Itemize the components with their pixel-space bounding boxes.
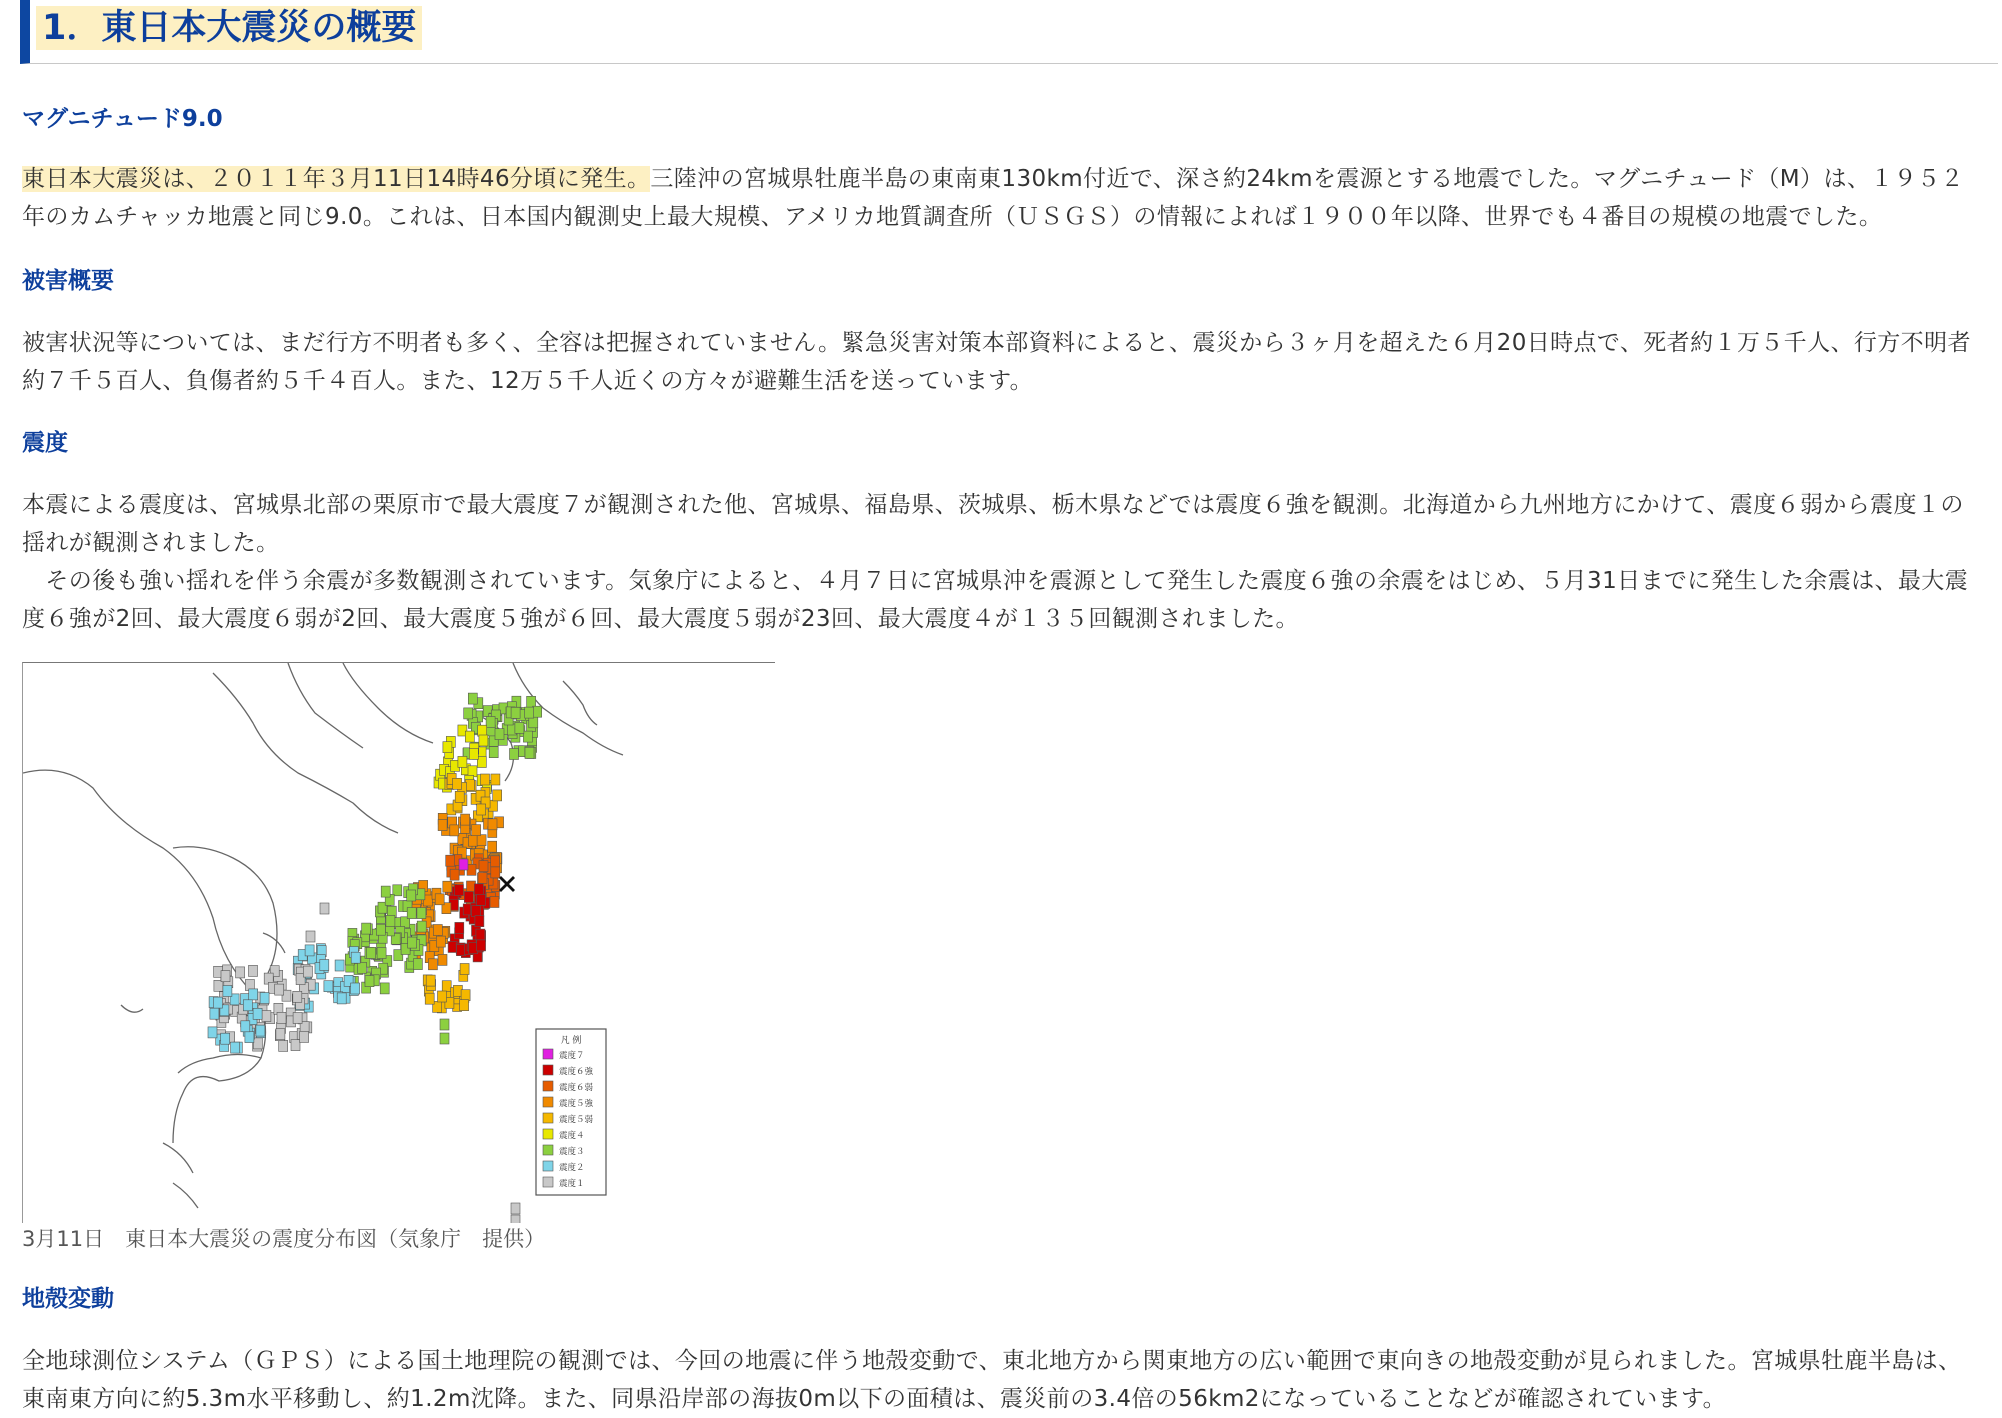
station-tile — [208, 1027, 217, 1038]
station-tile — [477, 894, 486, 905]
station-tile — [320, 903, 329, 914]
station-tile — [488, 841, 497, 852]
station-tile — [381, 886, 390, 897]
station-tile — [461, 990, 470, 1001]
legend-swatch — [543, 1113, 553, 1123]
station-tile — [291, 1040, 300, 1051]
seismic-intensity-map — [22, 662, 775, 1223]
station-tile — [367, 947, 376, 958]
station-tile — [223, 986, 232, 997]
station-tile — [489, 747, 498, 758]
station-tile — [446, 855, 455, 866]
station-tile — [275, 984, 284, 995]
station-tile — [443, 881, 452, 892]
station-tile — [479, 861, 488, 872]
legend-swatch — [543, 1097, 553, 1107]
station-tile — [477, 804, 486, 815]
station-tile — [440, 1033, 449, 1044]
legend-swatch — [543, 1145, 553, 1155]
station-tile — [408, 937, 417, 948]
intensity-stations — [208, 693, 542, 1223]
station-tile — [472, 825, 481, 836]
station-tile — [464, 892, 473, 903]
station-tile — [450, 869, 459, 880]
station-tile — [407, 908, 416, 919]
station-tile — [241, 1021, 250, 1032]
station-tile — [351, 952, 360, 963]
station-tile — [459, 859, 468, 870]
station-tile — [469, 835, 478, 846]
station-tile — [527, 696, 536, 707]
legend-label: 震度７ — [559, 1051, 585, 1061]
station-tile — [510, 749, 519, 760]
station-tile — [476, 929, 485, 940]
station-tile — [303, 966, 312, 977]
station-tile — [448, 942, 457, 953]
station-tile — [365, 976, 374, 987]
station-tile — [305, 945, 314, 956]
station-tile — [511, 1203, 520, 1214]
station-tile — [456, 945, 465, 956]
station-tile — [455, 885, 464, 896]
map-caption: 3月11日 東日本大震災の震度分布図（気象庁 提供） — [22, 1227, 546, 1251]
station-tile — [464, 708, 473, 719]
station-tile — [525, 748, 534, 759]
station-tile — [436, 936, 445, 947]
station-tile — [380, 983, 389, 994]
station-tile — [440, 1019, 449, 1030]
station-tile — [478, 725, 487, 736]
station-tile — [407, 890, 416, 901]
station-tile — [525, 707, 534, 718]
station-tile — [260, 993, 269, 1004]
station-tile — [479, 735, 488, 746]
legend-swatch — [543, 1049, 553, 1059]
station-tile — [477, 757, 486, 768]
station-tile — [488, 819, 497, 830]
station-tile — [300, 1031, 309, 1042]
station-tile — [335, 960, 344, 971]
station-tile — [478, 872, 487, 883]
station-tile — [481, 774, 490, 785]
station-tile — [231, 1042, 240, 1053]
station-tile — [458, 756, 467, 767]
crust-paragraph: 全地球測位システム（ＧＰＳ）による国土地理院の観測では、今回の地震に伴う地殻変動で、東北地方から関東地方の広い範囲で東向きの地殻変動が見られました。宮城県牡鹿半島は、東南東方向に約5.3m水平移動し、約1.2m沈降。また、同県沿岸部の海抜0m以下の面積は、震災前の3.4倍の56km2になっていることなどが確認されています。 — [22, 1348, 1962, 1412]
station-tile — [245, 1032, 254, 1043]
station-tile — [210, 1008, 219, 1019]
legend-swatch — [543, 1081, 553, 1091]
legend-label: 震度６弱 — [559, 1083, 594, 1093]
station-tile — [320, 960, 329, 971]
station-tile — [472, 906, 481, 917]
station-tile — [438, 991, 447, 1002]
legend-swatch — [543, 1065, 553, 1075]
station-tile — [460, 964, 469, 975]
station-tile — [486, 717, 495, 728]
station-tile — [460, 1000, 469, 1011]
station-tile — [529, 717, 538, 728]
station-tile — [491, 856, 500, 867]
magnitude-heading: マグニチュード9.0 — [22, 106, 223, 132]
legend-swatch — [543, 1177, 553, 1187]
legend-label: 震度２ — [559, 1163, 585, 1173]
station-tile — [461, 814, 470, 825]
station-tile — [533, 706, 542, 717]
legend-label: 震度５強 — [559, 1099, 594, 1109]
station-tile — [475, 916, 484, 927]
station-tile — [377, 948, 386, 959]
station-tile — [495, 729, 504, 740]
station-tile — [376, 924, 385, 935]
station-tile — [417, 908, 426, 919]
station-tile — [253, 1038, 262, 1049]
station-tile — [455, 791, 464, 802]
station-tile — [474, 884, 483, 895]
station-tile — [511, 707, 520, 718]
intensity-heading: 震度 — [22, 430, 68, 456]
station-tile — [413, 959, 422, 970]
legend-label: 震度６強 — [559, 1067, 594, 1077]
legend-label: 震度４ — [559, 1131, 585, 1141]
legend-label: 震度５弱 — [559, 1115, 594, 1125]
station-tile — [490, 897, 499, 908]
station-tile — [221, 1033, 230, 1044]
damage-heading: 被害概要 — [22, 268, 114, 294]
magnitude-paragraph — [22, 160, 1982, 236]
intensity-paragraph-2: その後も強い揺れを伴う余震が多数観測されています。気象庁によると、４月７日に宮城県沖を震源として発生した震度６強の余震をはじめ、５月31日までに発生した余震は、最大震度６強が2回、最大震度６弱が2回、最大震度５強が６回、最大震度５弱が23回、最大震度４が１３５回観測されました。 — [22, 568, 1969, 632]
station-tile — [438, 820, 447, 831]
station-tile — [491, 774, 500, 785]
station-tile — [362, 923, 371, 934]
station-tile — [358, 962, 367, 973]
station-tile — [386, 915, 395, 926]
station-tile — [337, 993, 346, 1004]
station-tile — [351, 983, 360, 994]
station-tile — [243, 1000, 252, 1011]
station-tile — [276, 1029, 285, 1040]
intensity-paragraph-1: 本震による震度は、宮城県北部の栗原市で最大震度７が観測された他、宮城県、福島県、茨城県、栃木県などでは震度６強を観測。北海道から九州地方にかけて、震度６弱から震度１の揺れが観測されました。 — [22, 492, 1964, 556]
station-tile — [249, 965, 258, 976]
station-tile — [428, 959, 437, 970]
station-tile — [511, 1215, 520, 1223]
station-tile — [426, 975, 435, 986]
station-tile — [213, 997, 222, 1008]
station-tile — [453, 778, 462, 789]
station-tile — [256, 1025, 265, 1036]
station-tile — [293, 1013, 302, 1024]
station-tile — [277, 1012, 286, 1023]
station-tile — [417, 921, 426, 932]
station-tile — [468, 693, 477, 704]
station-tile — [515, 722, 524, 733]
station-tile — [465, 731, 474, 742]
magnitude-highlight: 東日本大震災は、２０１１年３月11日14時46分頃に発生。 — [22, 166, 651, 192]
map-graphic — [23, 663, 775, 1223]
station-tile — [324, 981, 333, 992]
station-tile — [523, 731, 532, 742]
section-title: 1．東日本大震災の概要 — [36, 6, 422, 50]
station-tile — [279, 1040, 288, 1051]
station-tile — [433, 925, 442, 936]
legend-box — [536, 1029, 606, 1195]
station-tile — [435, 894, 444, 905]
station-tile — [477, 835, 486, 846]
legend-title: 凡 例 — [560, 1036, 582, 1046]
station-tile — [442, 981, 451, 992]
station-tile — [306, 931, 315, 942]
station-tile — [450, 825, 459, 836]
station-tile — [493, 790, 502, 801]
epicenter-marker — [500, 877, 514, 891]
station-tile — [249, 989, 258, 1000]
station-tile — [455, 922, 464, 933]
station-tile — [477, 940, 486, 951]
legend-swatch — [543, 1161, 553, 1171]
station-tile — [253, 1008, 262, 1019]
station-tile — [467, 864, 476, 875]
station-tile — [262, 1011, 271, 1022]
station-tile — [293, 991, 302, 1002]
crust-heading: 地殻変動 — [22, 1286, 114, 1312]
damage-paragraph: 被害状況等については、まだ行方不明者も多く、全容は把握されていません。緊急災害対策本部資料によると、震災から３ヶ月を超えた６月20日時点で、死者約１万５千人、行方不明者約７千５百人、負傷者約５千４百人。また、12万５千人近くの方々が避難生活を送っています。 — [22, 330, 1971, 394]
station-tile — [469, 748, 478, 759]
station-tile — [491, 867, 500, 878]
legend-label: 震度１ — [559, 1179, 585, 1189]
station-tile — [425, 993, 434, 1004]
station-tile — [221, 971, 230, 982]
station-tile — [236, 967, 245, 978]
station-tile — [443, 742, 452, 753]
magnitude-body: 三陸沖の宮城県牡鹿半島の東南東130km付近で、深さ約24kmを震源とする地震でした。マグニチュード（M）は、１９５２年のカムチャッカ地震と同じ9.0。これは、日本国内観測史上最大規模、アメリカ地質調査所（ＵＳＧＳ）の情報によれば１９００年以降、世界でも４番目の規模の地震でした。 — [22, 166, 1964, 230]
station-tile — [438, 954, 447, 965]
legend-label: 震度３ — [559, 1147, 585, 1157]
legend-swatch — [543, 1129, 553, 1139]
